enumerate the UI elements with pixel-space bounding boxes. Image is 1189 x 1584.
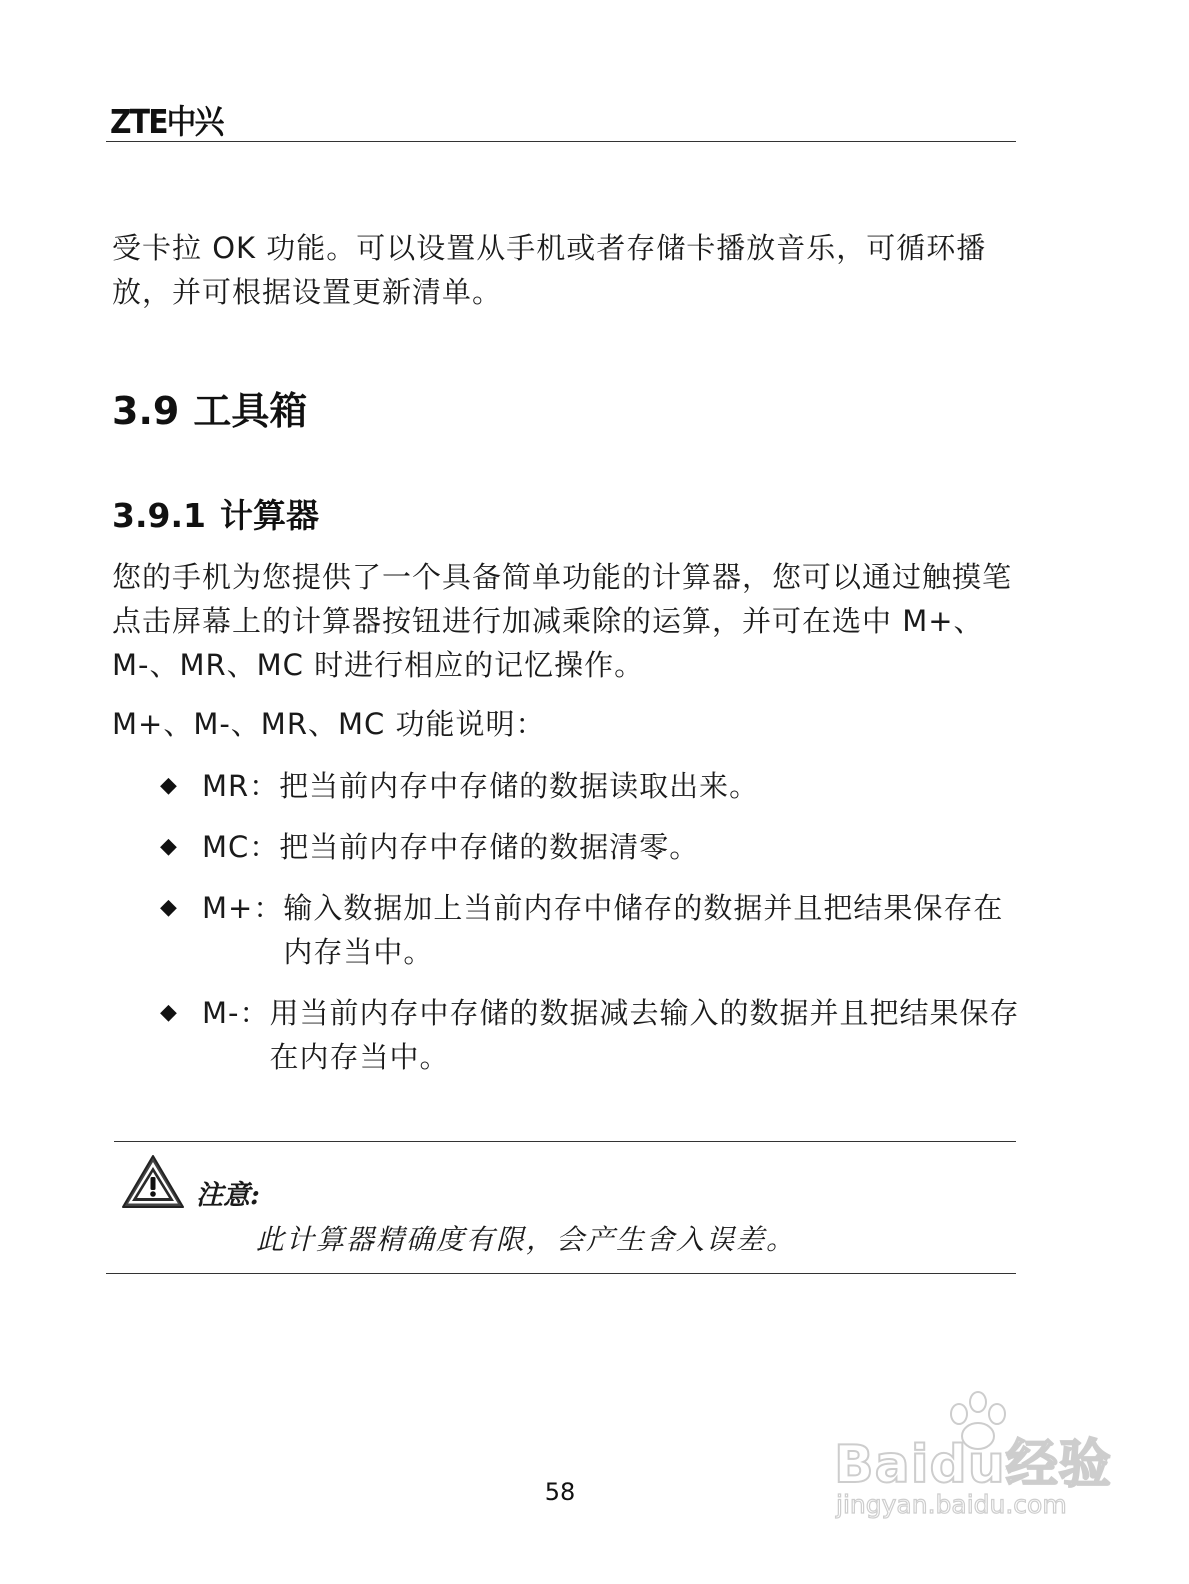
list-item-term: M+： [202,891,284,925]
list-item [160,825,1020,869]
section-number: 3.9 [112,389,180,433]
warning-triangle-icon [120,1153,186,1211]
function-intro: M+、M-、MR、MC 功能说明： [112,707,546,741]
note-label: 注意: [196,1180,260,1211]
list-item [160,886,1020,974]
baidu-watermark [834,1390,1114,1530]
function-list [160,764,1020,1096]
list-item-desc: 输入数据加上当前内存中储存的数据并且把结果保存在内存当中。 [283,891,1004,969]
list-item-term: MC： [202,830,280,864]
list-item-desc: 用当前内存中存储的数据减去输入的数据并且把结果保存在内存当中。 [269,996,1020,1074]
page-number: 58 [544,1478,576,1506]
watermark-sub: jingyan.baidu.com [836,1490,1067,1519]
note-bottom-divider [106,1273,1016,1274]
diamond-bullet-icon: ◆ [160,895,178,920]
diamond-bullet-icon: ◆ [160,773,178,798]
note-text: 此计算器精确度有限，会产生舍入误差。 [256,1223,797,1256]
list-item-term: MR： [202,769,280,803]
list-item-desc: 把当前内存中存储的数据读取出来。 [279,769,760,803]
subsection-heading [112,490,319,537]
list-item-term: M-： [202,996,270,1030]
watermark-main: Baidu经验 [834,1435,1112,1495]
header-divider [106,141,1016,142]
diamond-bullet-icon: ◆ [160,834,178,859]
subsection-number: 3.9.1 [112,496,206,535]
diamond-bullet-icon: ◆ [160,1000,178,1025]
list-item [160,764,1020,808]
list-item-desc: 把当前内存中存储的数据清零。 [279,830,700,864]
list-item [160,991,1020,1079]
section-title: 工具箱 [193,389,308,433]
zte-logo: ZTE中兴 [110,102,223,141]
subsection-title: 计算器 [219,496,319,535]
note-top-divider [114,1141,1016,1142]
body-paragraph: 您的手机为您提供了一个具备简单功能的计算器，您可以通过触摸笔点击屏幕上的计算器按钮进行加减乘除的运算，并可在选中 M+、M-、MR、MC 时进行相应的记忆操作。 [112,560,1013,682]
section-heading [112,380,307,435]
intro-paragraph: 受卡拉 OK 功能。可以设置从手机或者存储卡播放音乐，可循环播放，并可根据设置更新清单。 [112,231,987,309]
